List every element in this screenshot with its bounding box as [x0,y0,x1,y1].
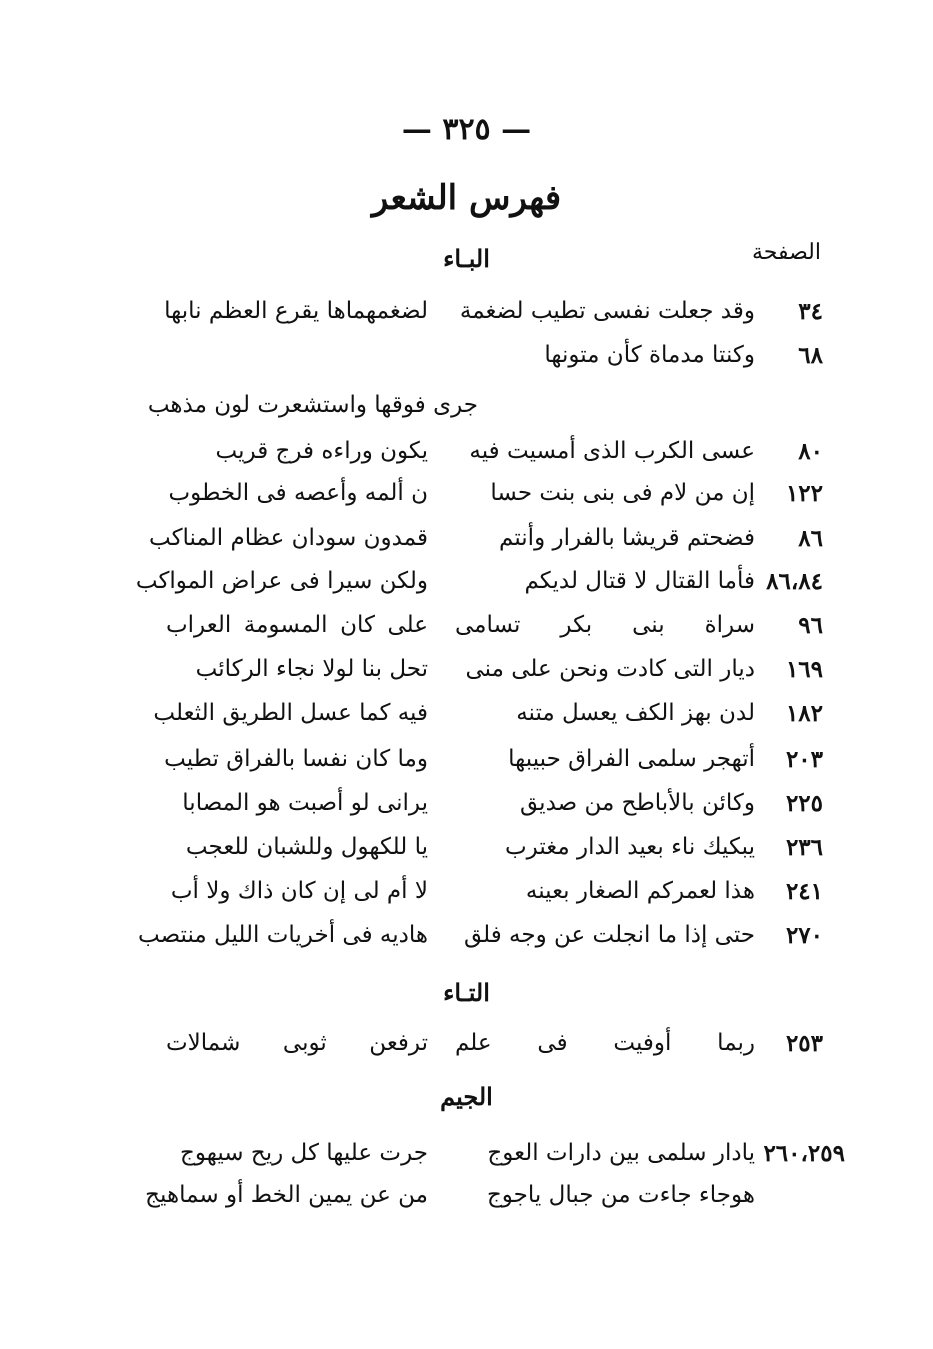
verse-row [0,342,933,386]
page-ref: ٢٧٠ [785,922,823,949]
verse-row [0,834,933,878]
page-ref: ١٢٢ [785,480,823,507]
page-ref: ١٨٢ [785,700,823,727]
verse-row [0,922,933,966]
verse-row [0,525,933,569]
verse-first-hemistich: وكائن بالأباطح من صديق [519,790,755,816]
verse-second-hemistich: هاديه فى أخريات الليل منتصب [138,922,428,948]
page-ref: ٢٣٦ [785,834,823,861]
verse-second-hemistich: تحل بنا لولا نجاء الركائب [195,656,428,682]
verse-second-hemistich: ولكن سيرا فى عراض المواكب [135,568,428,594]
page-ref: ٢٥٣ [785,1030,823,1057]
verse-row [0,612,933,656]
verse-second-hemistich: لضغمهماها يقرع العظم نابها [164,298,428,324]
verse-row [0,568,933,612]
verse-second-hemistich: قمدون سودان عظام المناكب [149,525,428,551]
verse-continuation: جرى فوقها واستشعرت لون مذهب [147,392,478,418]
verse-first-hemistich: يادار سلمى بين دارات العوج [487,1140,755,1166]
page-ref: ٢٠٣ [785,746,823,773]
verse-first-hemistich: هذا لعمركم الصغار بعينه [525,878,755,904]
verse-first-hemistich: هوجاء جاءت من جبال ياجوج [486,1182,755,1208]
verse-row [0,1140,933,1184]
page-ref: ٣٤ [798,298,823,325]
verse-second-hemistich: وما كان نفسا بالفراق تطيب [164,746,428,772]
page-ref: ٨٠ [798,438,823,465]
verse-row [0,480,933,524]
verse-second-hemistich: على كان المسومة العراب [166,612,428,638]
verse-row [0,392,933,436]
verse-first-hemistich: أتهجر سلمى الفراق حبيبها [508,746,755,772]
verse-first-hemistich: يبكيك ناء بعيد الدار مغترب [504,834,755,860]
verse-first-hemistich: لدن بهز الكف يعسل متنه [516,700,755,726]
verse-first-hemistich: فضحتم قريشا بالفرار وأنتم [499,525,755,551]
verse-first-hemistich: ربما أوفيت فى علم [455,1030,755,1056]
verse-first-hemistich: فأما القتال لا قتال لديكم [524,568,755,594]
verse-first-hemistich: حتى إذا ما انجلت عن وجه فلق [463,922,755,948]
page-title: فهرس الشعر [371,178,562,218]
verse-first-hemistich: وكنتا مدماة كأن متونها [544,342,755,368]
verse-row [0,878,933,922]
verse-second-hemistich: جرت عليها كل ريح سيهوج [180,1140,428,1166]
verse-row [0,1182,933,1226]
verse-second-hemistich: يرانى لو أصبت هو المصابا [182,790,428,816]
verse-second-hemistich: ن ألمه وأعصه فى الخطوب [168,480,428,506]
column-header-page: الصفحة [751,240,821,265]
verse-row [0,790,933,834]
verse-row [0,746,933,790]
page-ref: ٦٨ [798,342,823,369]
verse-second-hemistich: من عن يمين الخط أو سماهيج [145,1182,428,1208]
verse-first-hemistich: ديار التى كادت ونحن على منى [465,656,755,682]
page-ref: ٨٦ [798,525,823,552]
page-ref: ٢٤١ [785,878,823,905]
page-ref: ٩٦ [798,612,823,639]
verse-second-hemistich: لا أم لى إن كان ذاك ولا أب [170,878,428,904]
verse-second-hemistich: يا للكهول وللشبان للعجب [185,834,428,860]
page-ref: ١٦٩ [785,656,823,683]
verse-second-hemistich: ترفعن ثوبى شمالات [166,1030,428,1056]
section-heading-jim: الجيم [440,1082,493,1111]
verse-first-hemistich: إن من لام فى بنى بنت حسا [490,480,755,506]
verse-row [0,298,933,342]
verse-row [0,656,933,700]
verse-second-hemistich: فيه كما عسل الطريق الثعلب [153,700,428,726]
section-heading-ta: التـاء [443,978,490,1007]
page-ref: ٨٦،٨٤ [766,568,823,595]
section-heading-ba: البـاء [443,244,490,273]
verse-second-hemistich: يكون وراءه فرج قريب [215,438,428,464]
verse-row [0,700,933,744]
verse-row [0,438,933,482]
page-ref: ٢٢٥ [785,790,823,817]
verse-first-hemistich: عسى الكرب الذى أمسيت فيه [469,438,755,464]
verse-first-hemistich: سراة بنى بكر تسامى [455,612,755,638]
verse-first-hemistich: وقد جعلت نفسى تطيب لضغمة [459,298,755,324]
page-number: — ٣٢٥ — [401,112,532,147]
verse-row [0,1030,933,1074]
page-ref: ٢٦٠،٢٥٩ [763,1140,845,1167]
